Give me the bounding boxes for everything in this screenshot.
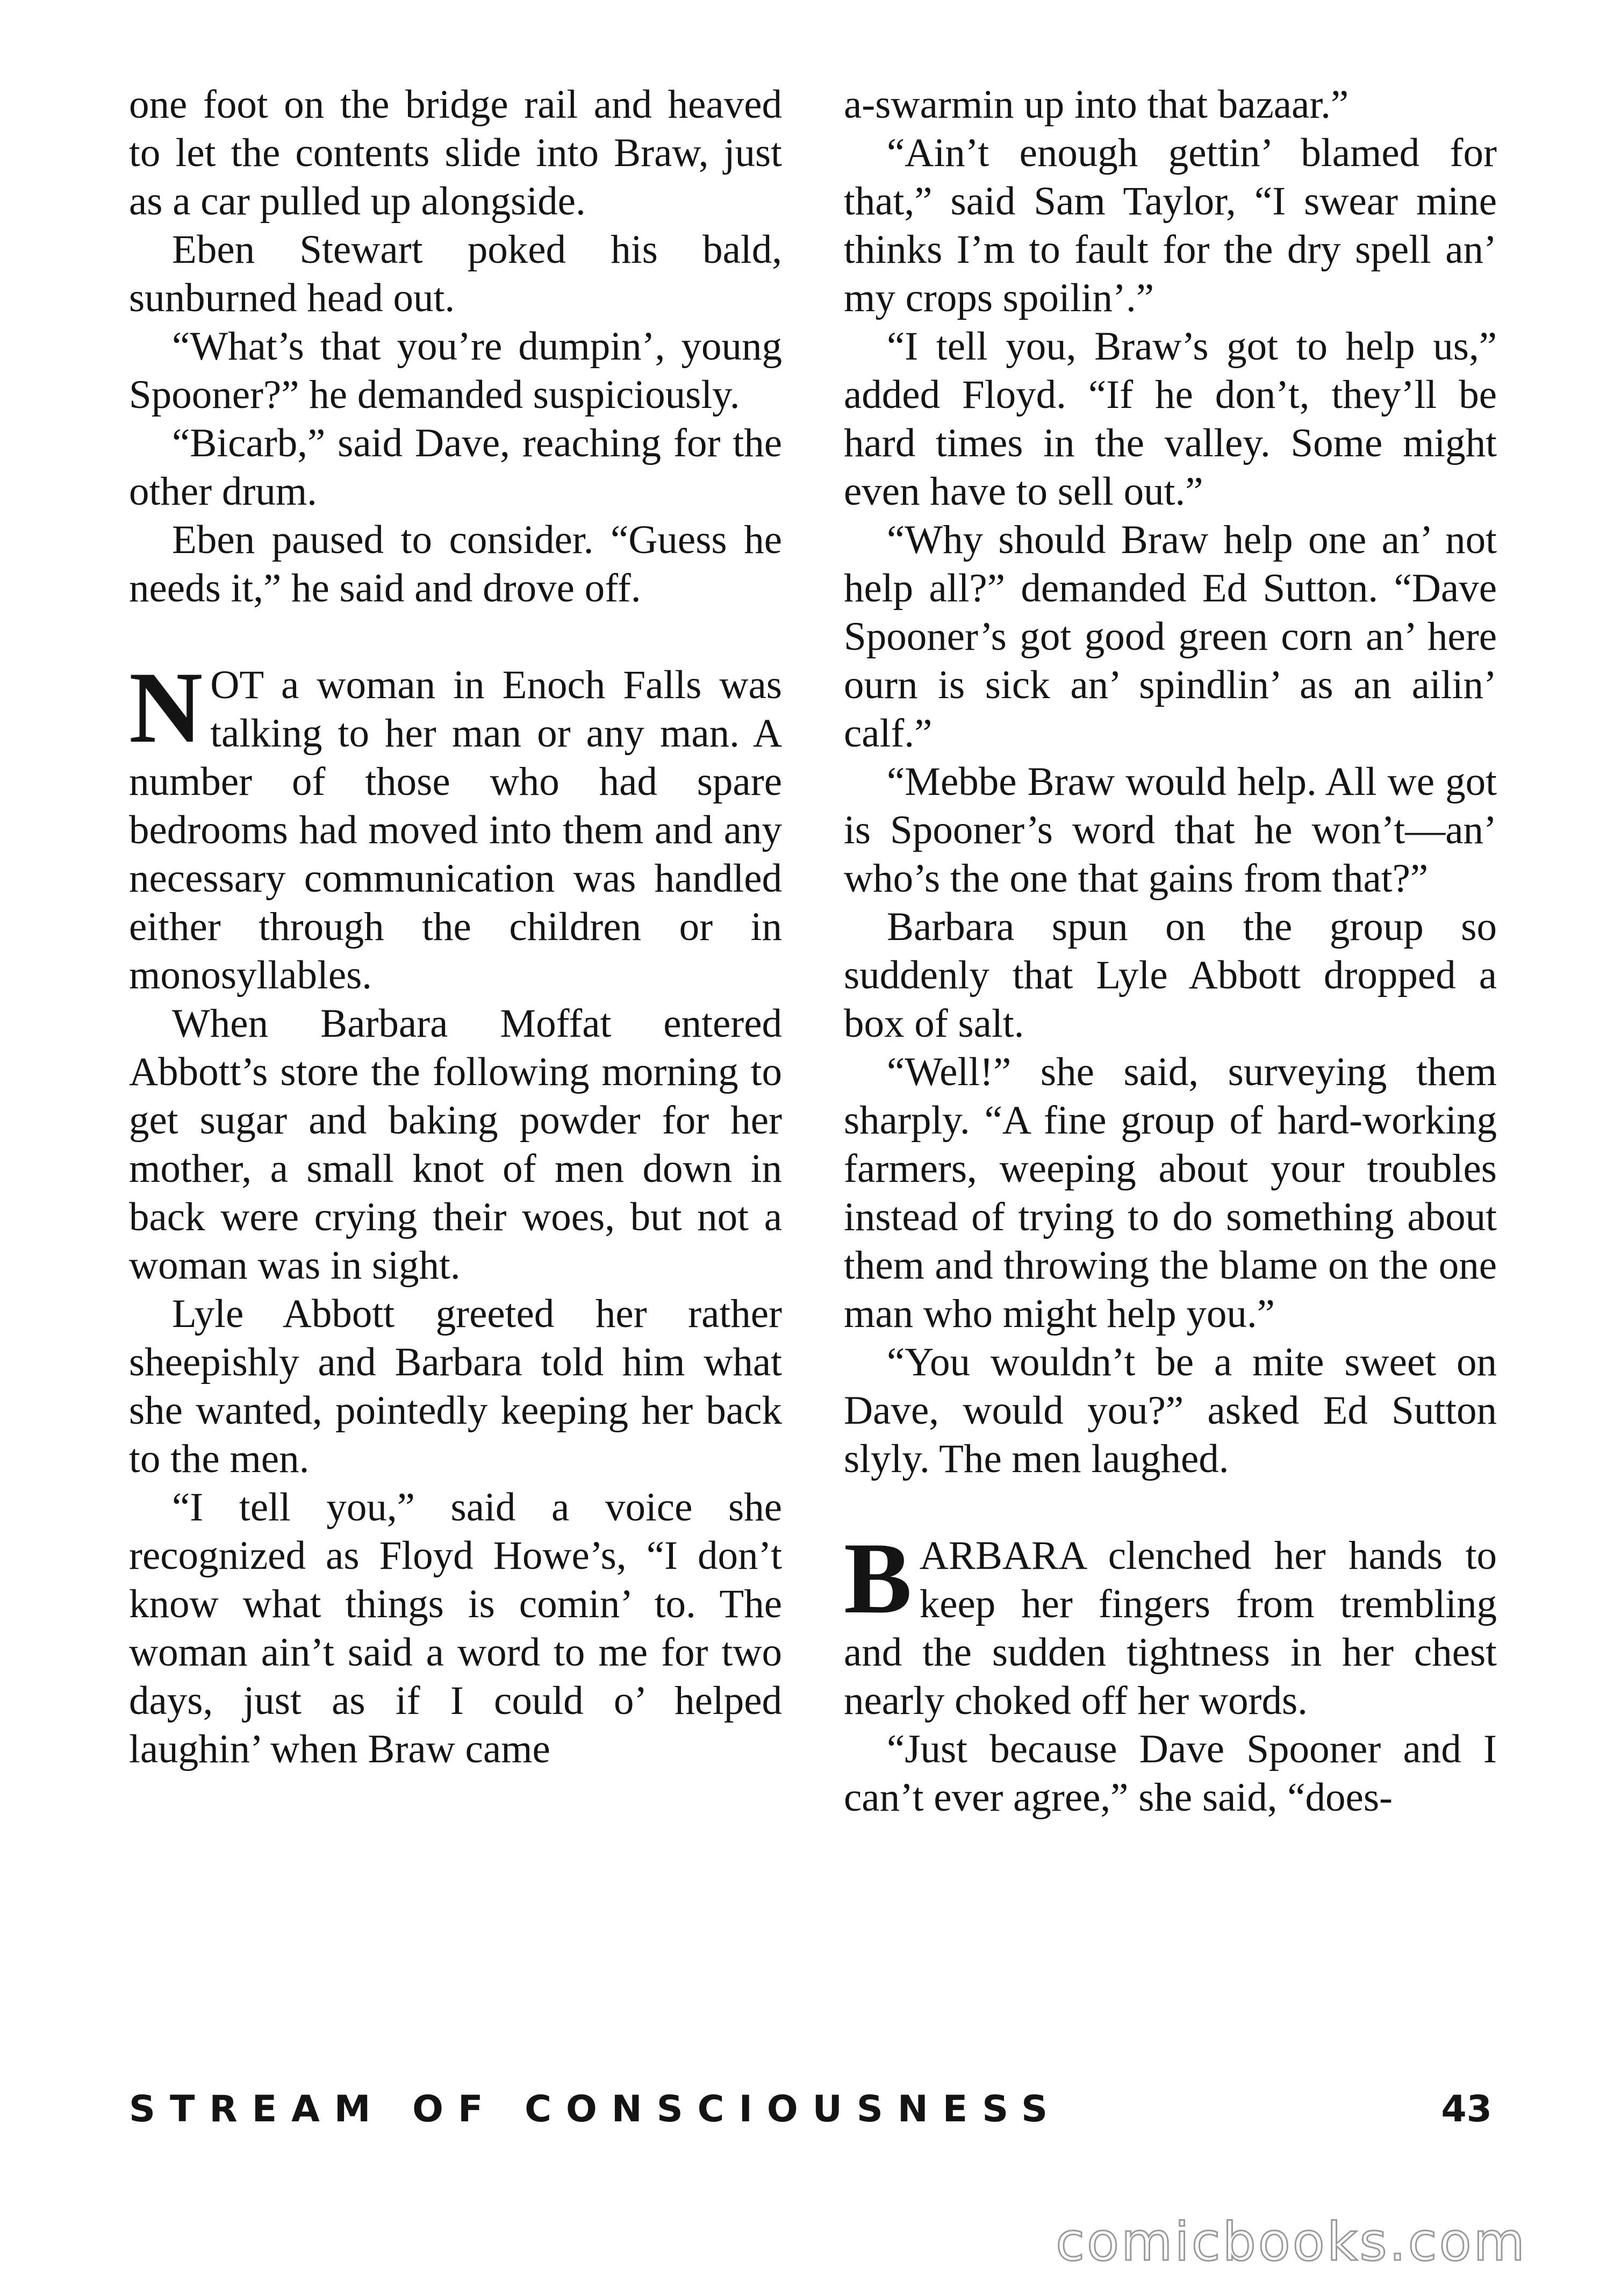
paragraph: one foot on the bridge rail and heaved to let the contents slide into Braw, just as a car pulled up alongside. bbox=[129, 82, 782, 224]
section-opening-text: ARBARA clenched her hands to keep her fingers from trembling and the sudden tightness in her chest nearly choked off her words. bbox=[844, 1533, 1497, 1723]
page-number: 43 bbox=[1441, 2088, 1492, 2130]
drop-cap: N bbox=[129, 651, 203, 764]
paragraph: “I tell you,” said a voice she recognized as Floyd Howe’s, “I don’t know what things is comin’ to. The woman ain’t said a word to me for two days, just as if I could o’ helped laughin’ when Braw came bbox=[129, 1485, 782, 1771]
watermark: comicbooks.com bbox=[1056, 2212, 1527, 2273]
paragraph: “Mebbe Braw would help. All we got is Spooner’s word that he won’t—an’ who’s the one that gains from that?” bbox=[844, 759, 1497, 901]
paragraph: Lyle Abbott greeted her rather sheepishly and Barbara told him what she wanted, pointedly keeping her back to the men. bbox=[129, 1292, 782, 1481]
paragraph: “You wouldn’t be a mite sweet on Dave, would you?” asked Ed Sutton slyly. The men laughed. bbox=[844, 1340, 1497, 1481]
paragraph: Barbara spun on the group so suddenly that Lyle Abbott dropped a box of salt. bbox=[844, 905, 1497, 1046]
paragraph: “Ain’t enough gettin’ blamed for that,” said Sam Taylor, “I swear mine thinks I’m to fault for the dry spell an’ my crops spoilin’.” bbox=[844, 131, 1497, 320]
paragraph: “What’s that you’re dumpin’, young Spooner?” he demanded suspiciously. bbox=[129, 324, 782, 417]
paragraph: “Why should Braw help one an’ not help all?” demanded Ed Sutton. “Dave Spooner’s got good green corn an’ here ourn is sick an’ spindlin’ as an ailin’ calf.” bbox=[844, 518, 1497, 756]
section-opening-paragraph bbox=[129, 651, 782, 1000]
left-column bbox=[129, 81, 782, 1774]
paragraph: “Well!” she said, surveying them sharply. “A fine group of hard-working farmers, weeping about your troubles instead of trying to do something about them and throwing the blame on the one man who might help you.” bbox=[844, 1050, 1497, 1336]
right-column bbox=[844, 81, 1497, 1822]
paragraph: “I tell you, Braw’s got to help us,” added Floyd. “If he don’t, they’ll be hard times in the valley. Some might even have to sell out.” bbox=[844, 324, 1497, 514]
paragraph: a-swarmin up into that bazaar.” bbox=[844, 82, 1349, 127]
section-opening-text: OT a woman in Enoch Falls was talking to her man or any man. A number of those who had spare bedrooms had moved into them and any necessary communication was handled either through the children or in monosyllables. bbox=[129, 663, 782, 998]
drop-cap: B bbox=[844, 1522, 912, 1635]
paragraph: “Bicarb,” said Dave, reaching for the other drum. bbox=[129, 421, 782, 514]
section-opening-paragraph bbox=[844, 1522, 1497, 1725]
running-title: STREAM OF CONSCIOUSNESS bbox=[129, 2088, 1063, 2130]
paragraph: “Just because Dave Spooner and I can’t ever agree,” she said, “does- bbox=[844, 1727, 1497, 1820]
paragraph: Eben paused to consider. “Guess he needs it,” he said and drove off. bbox=[129, 518, 782, 611]
paragraph: When Barbara Moffat entered Abbott’s store the following morning to get sugar and baking powder for her mother, a small knot of men down in back were crying their woes, but not a woman was in sight. bbox=[129, 1001, 782, 1288]
paragraph: Eben Stewart poked his bald, sunburned head out. bbox=[129, 227, 782, 320]
